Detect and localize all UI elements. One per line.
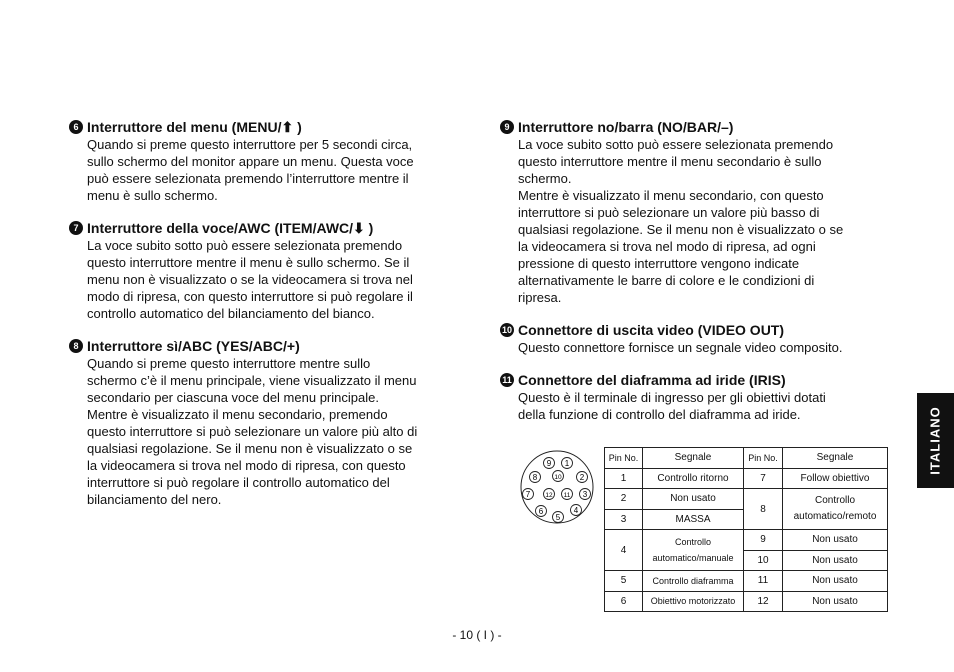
connector-pin-label: 1 (564, 459, 570, 468)
text-line: controllo automatico del bilanciamento del bianco. (87, 306, 375, 321)
signal-cell: Controllo automatico/remoto (783, 489, 888, 530)
section-heading (500, 321, 885, 339)
text-line: schermo. (518, 171, 572, 186)
text-line: Mentre è visualizzato il menu secondario, premendo (87, 407, 388, 422)
section (69, 219, 461, 322)
pin-cell: 4 (605, 530, 643, 571)
pin-cell: 6 (605, 591, 643, 612)
signal-cell: Non usato (783, 550, 888, 571)
text-line: questo interruttore si può selezionare un valore più alto di (87, 424, 418, 439)
section-text (87, 237, 461, 322)
signal-header: Segnale (783, 448, 888, 469)
text-line: modo di ripresa, con questo interruttore si può regolare il (87, 289, 413, 304)
text-line: La voce subito sotto può essere selezionata premendo (518, 137, 834, 152)
signal-cell: Controllo diaframma (643, 571, 744, 592)
connector-pin (562, 458, 573, 469)
section-text (518, 389, 885, 423)
signal-cell: Follow obiettivo (783, 468, 888, 489)
section-heading (500, 118, 885, 136)
connector-pin-label: 6 (538, 507, 544, 516)
text-line: Quando si preme questo interruttore per 5 secondi circa, (87, 137, 413, 152)
pin-header: Pin No. (605, 448, 643, 469)
connector-pin (530, 472, 541, 483)
text-line: sullo schermo del monitor appare un menu. Questa voce (87, 154, 414, 169)
iris-connector-diagram (514, 449, 600, 525)
pin-header: Pin No. (744, 448, 783, 469)
section (500, 371, 885, 423)
text-line: questo interruttore mentre il menu è sullo schermo. Se il (87, 255, 410, 270)
connector-pin (553, 471, 564, 482)
connector-pin-label: 12 (545, 492, 553, 499)
section-text (518, 136, 885, 306)
connector-pin-label: 10 (554, 474, 562, 481)
item-number-badge: 10 (501, 325, 512, 335)
text-line: della funzione di controllo del diaframma ad iride. (518, 407, 801, 422)
text-line: la videocamera si trova nel modo di ripresa, ad ogni (518, 239, 816, 254)
section-text (87, 136, 461, 204)
signal-cell: Obiettivo motorizzato (643, 591, 744, 612)
connector-pin (536, 506, 547, 517)
pin-cell: 11 (744, 571, 783, 592)
section-title: Interruttore sì/ABC (YES/ABC/+) (87, 338, 300, 354)
item-number-badge: 11 (500, 373, 514, 387)
pin-cell: 1 (605, 468, 643, 489)
connector-pin-label: 9 (546, 459, 552, 468)
text-line: interruttore si può regolare il controllo automatico del (87, 475, 390, 490)
signal-cell: MASSA (643, 509, 744, 530)
connector-pin (577, 472, 588, 483)
connector-pin-label: 3 (582, 490, 588, 499)
connector-pin-label: 7 (525, 490, 531, 499)
language-tab-label: ITALIANO (928, 406, 944, 475)
table-row (605, 571, 888, 592)
connector-pin-label: 4 (573, 506, 579, 515)
section-heading (69, 337, 461, 355)
item-number-badge: 8 (69, 339, 83, 353)
left-column (69, 118, 461, 523)
text-line: qualsiasi regolazione. Se il menu non è visualizzato o se (518, 222, 844, 237)
signal-cell: Non usato (643, 489, 744, 510)
connector-pin-label: 8 (532, 473, 538, 482)
text-line: bilanciamento del nero. (87, 492, 222, 507)
section (69, 337, 461, 508)
pin-cell: 7 (744, 468, 783, 489)
pin-cell: 2 (605, 489, 643, 510)
pin-cell: 9 (744, 530, 783, 551)
item-number-badge: 6 (69, 120, 83, 134)
section (69, 118, 461, 204)
text-line: Quando si preme questo interruttore mentre sullo (87, 356, 371, 371)
section-title: Interruttore della voce/AWC (ITEM/AWC/⬇ ) (87, 220, 374, 236)
text-line: può essere selezionata premendo l’interruttore mentre il (87, 171, 409, 186)
language-tab (917, 393, 954, 488)
table-row (605, 468, 888, 489)
table-row (605, 591, 888, 612)
connector-pin (523, 489, 534, 500)
text-line: menu non è visualizzato o se la videocamera si trova nel (87, 272, 413, 287)
text-line: Questo è il terminale di ingresso per gli obiettivi dotati (518, 390, 826, 405)
signal-cell: Controllo automatico/manuale (643, 530, 744, 571)
signal-cell: Non usato (783, 571, 888, 592)
text-line: Questo connettore fornisce un segnale video composito. (518, 340, 843, 355)
connector-pin-label: 5 (555, 513, 561, 522)
connector-pin (562, 489, 573, 500)
section-text (518, 339, 885, 356)
text-line: pressione di questo interruttore vengono indicate (518, 256, 800, 271)
text-line: interruttore si può selezionare un valore più basso di (518, 205, 820, 220)
item-number-badge: 7 (69, 221, 83, 235)
connector-pin (544, 489, 555, 500)
section-title: Interruttore del menu (MENU/⬆ ) (87, 119, 302, 135)
signal-cell: Non usato (783, 530, 888, 551)
section-title: Connettore di uscita video (VIDEO OUT) (518, 322, 785, 338)
table-row (605, 489, 888, 510)
text-line: questo interruttore mentre il menu secondario è sullo (518, 154, 822, 169)
connector-pin (580, 489, 591, 500)
connector-pin (553, 512, 564, 523)
text-line: menu è sullo schermo. (87, 188, 218, 203)
pin-table (604, 447, 888, 612)
text-line: Mentre è visualizzato il menu secondario, con questo (518, 188, 824, 203)
pin-cell: 8 (744, 489, 783, 530)
item-number-badge: 9 (500, 120, 514, 134)
page-number: - 10 ( I ) - (452, 628, 502, 642)
section-heading (69, 118, 461, 136)
connector-pin-label: 11 (563, 492, 571, 499)
pin-cell: 3 (605, 509, 643, 530)
text-line: schermo c’è il menu principale, viene visualizzato il menu (87, 373, 417, 388)
right-column (500, 118, 885, 438)
pin-cell: 10 (744, 550, 783, 571)
text-line: alternativamente le barre di colore e le condizioni di (518, 273, 815, 288)
table-row (605, 530, 888, 551)
connector-pin (571, 505, 582, 516)
text-line: secondario per ciascuna voce del menu principale. (87, 390, 379, 405)
section-title: Connettore del diaframma ad iride (IRIS) (518, 372, 786, 388)
text-line: ripresa. (518, 290, 562, 305)
connector-pin (544, 458, 555, 469)
pin-cell: 5 (605, 571, 643, 592)
section (500, 118, 885, 306)
section (500, 321, 885, 356)
signal-header: Segnale (643, 448, 744, 469)
section-title: Interruttore no/barra (NO/BAR/–) (518, 119, 734, 135)
pin-cell: 12 (744, 591, 783, 612)
section-heading (69, 219, 461, 237)
text-line: La voce subito sotto può essere selezionata premendo (87, 238, 403, 253)
connector-pin-label: 2 (579, 473, 585, 482)
section-text (87, 355, 461, 508)
signal-cell: Controllo ritorno (643, 468, 744, 489)
signal-cell: Non usato (783, 591, 888, 612)
section-heading (500, 371, 885, 389)
text-line: qualsiasi regolazione. Se il menu non è visualizzato o se (87, 441, 413, 456)
text-line: la videocamera si trova nel modo di ripresa, con questo (87, 458, 406, 473)
